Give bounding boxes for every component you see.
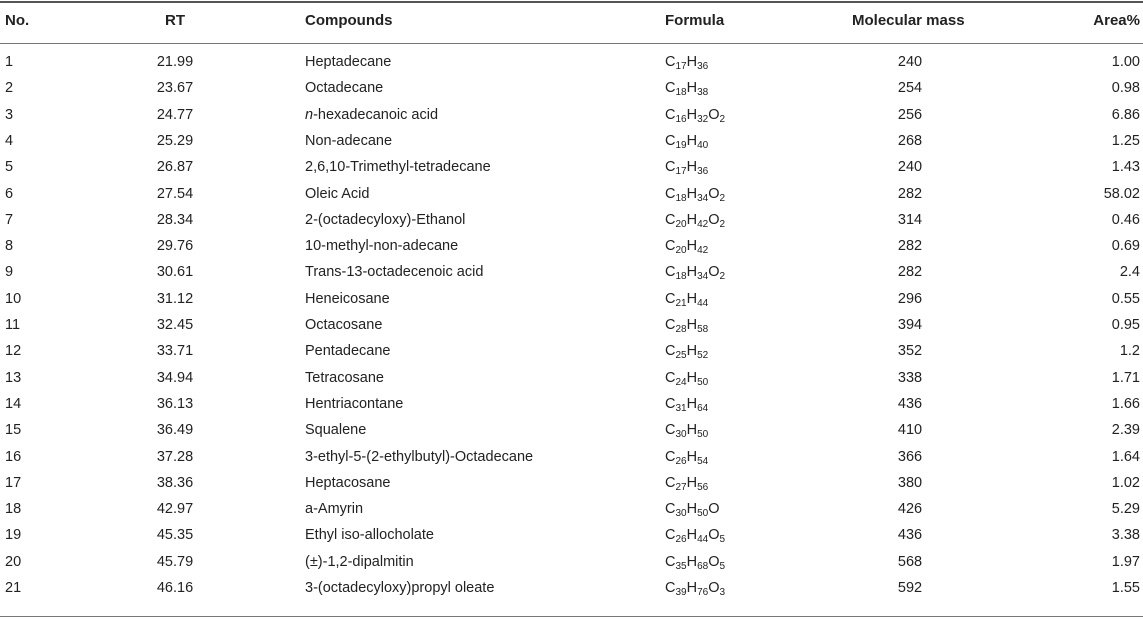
formula-subscript: 76: [697, 587, 709, 598]
cell-formula: [665, 580, 725, 596]
cell-area: 2.4: [1119, 264, 1140, 281]
table-top-rule: [0, 1, 1143, 3]
header-rt: RT: [165, 12, 185, 29]
table-row: [0, 445, 1143, 471]
table-row: [0, 103, 1143, 129]
compound-name: 3-(octadecyloxy)propyl oleate: [305, 580, 495, 596]
cell-rt: 38.36: [156, 474, 194, 491]
cell-rt: 23.67: [156, 80, 194, 97]
formula-element: O: [708, 527, 720, 544]
cell-no: 5: [5, 159, 14, 176]
compound-name: 3-ethyl-5-(2-ethylbutyl)-Octadecane: [305, 448, 534, 465]
cell-rt: 36.13: [156, 395, 194, 412]
table-row: [0, 313, 1143, 339]
table-header-rule: [0, 43, 1143, 44]
formula-element: C: [665, 238, 676, 255]
cell-area: 3.38: [1111, 527, 1140, 544]
formula-element: C: [665, 448, 676, 465]
formula-element: C: [665, 211, 676, 228]
cell-compound: [305, 580, 494, 596]
cell-molecular-mass: 352: [897, 343, 923, 360]
cell-rt: 28.34: [156, 211, 194, 228]
cell-formula: [665, 291, 708, 307]
cell-compound: [305, 133, 392, 149]
compound-name: Octadecane: [305, 80, 384, 97]
formula-element: O: [708, 185, 720, 202]
table-row: [0, 550, 1143, 576]
table-row: [0, 155, 1143, 181]
formula-element: H: [686, 185, 698, 202]
cell-rt: 37.28: [156, 448, 194, 465]
cell-molecular-mass: 282: [897, 185, 923, 202]
formula-element: C: [665, 474, 676, 491]
formula-subscript: 2: [719, 218, 726, 230]
cell-molecular-mass: 366: [897, 448, 923, 465]
cell-formula: [665, 264, 726, 283]
formula-element: C: [665, 290, 676, 307]
formula-subscript: 36: [697, 166, 709, 178]
table-row: [0, 234, 1143, 260]
cell-molecular-mass: 282: [897, 238, 923, 255]
formula-subscript: 34: [697, 271, 709, 283]
compound-name: 2,6,10-Trimethyl-tetradecane: [305, 159, 491, 176]
formula-subscript: 52: [697, 350, 709, 362]
formula-subscript: 42: [697, 245, 709, 257]
cell-compound: [305, 475, 390, 491]
cell-formula: [665, 396, 708, 412]
cell-formula: [665, 107, 725, 123]
formula-subscript: 20: [675, 218, 687, 230]
cell-no: 11: [5, 317, 21, 333]
formula-element: H: [686, 159, 698, 176]
cell-area: 0.95: [1111, 317, 1140, 333]
formula-element: H: [686, 106, 698, 123]
table-row: [0, 260, 1143, 286]
formula-element: H: [686, 290, 698, 307]
compound-name: Tetracosane: [305, 369, 384, 386]
cell-no: 7: [5, 211, 14, 228]
formula-subscript: 64: [697, 402, 709, 414]
formula-element: C: [665, 422, 676, 439]
cell-formula: [665, 554, 725, 570]
formula-subscript: 3: [719, 587, 726, 598]
compound-name: 10-methyl-non-adecane: [305, 238, 459, 255]
formula-subscript: 36: [697, 61, 709, 72]
table-row: [0, 497, 1143, 523]
formula-subscript: 26: [675, 455, 687, 467]
cell-formula: [665, 475, 708, 491]
formula-element: C: [665, 369, 676, 386]
cell-compound: [305, 107, 438, 123]
formula-element: O: [708, 580, 720, 596]
cell-no: 2: [5, 80, 14, 97]
cell-molecular-mass: 380: [897, 474, 923, 491]
formula-element: H: [686, 553, 698, 570]
cell-compound: [305, 264, 483, 280]
formula-element: H: [686, 211, 698, 228]
header-area: Area%: [1093, 12, 1140, 29]
cell-formula: [665, 80, 709, 99]
formula-element: H: [686, 580, 698, 596]
formula-subscript: 44: [697, 297, 709, 309]
formula-element: H: [686, 474, 698, 491]
formula-element: H: [686, 527, 698, 544]
formula-element: C: [665, 527, 676, 544]
cell-area: 0.55: [1111, 290, 1140, 307]
formula-element: H: [686, 80, 698, 97]
table-row: [0, 76, 1143, 102]
cell-no: 20: [5, 553, 22, 570]
compound-name: Oleic Acid: [305, 185, 370, 202]
cell-molecular-mass: 314: [897, 211, 923, 228]
cell-formula: [665, 370, 708, 386]
formula-subscript: 28: [675, 324, 687, 335]
cell-rt: 26.87: [156, 159, 194, 176]
formula-element: H: [686, 395, 698, 412]
cell-formula: [665, 343, 709, 362]
cell-molecular-mass: 568: [897, 553, 923, 570]
table-row: [0, 50, 1143, 76]
header-compounds: Compounds: [305, 12, 393, 29]
formula-subscript: 5: [719, 534, 726, 546]
cell-formula: [665, 186, 725, 202]
cell-no: 10: [5, 290, 22, 307]
formula-element: H: [686, 369, 698, 386]
formula-subscript: 25: [675, 350, 687, 362]
compound-name: Heptacosane: [305, 474, 391, 491]
cell-molecular-mass: 240: [897, 54, 923, 70]
cell-formula: [665, 133, 708, 149]
table-row: [0, 208, 1143, 234]
formula-subscript: 18: [675, 87, 687, 99]
formula-subscript: 58: [697, 324, 709, 335]
cell-rt: 34.94: [156, 369, 194, 386]
cell-formula: [665, 212, 725, 228]
formula-subscript: 54: [697, 455, 709, 467]
table-row: [0, 339, 1143, 365]
cell-rt: 24.77: [156, 106, 194, 123]
formula-subscript: 16: [675, 113, 687, 125]
cell-no: 13: [5, 369, 22, 386]
cell-no: 19: [5, 527, 22, 544]
table-row: [0, 182, 1143, 208]
cell-compound: [305, 554, 414, 570]
cell-rt: 46.16: [156, 580, 194, 596]
compound-name: Heptadecane: [305, 54, 392, 70]
cell-area: 1.43: [1111, 159, 1140, 176]
cell-area: 5.29: [1111, 501, 1140, 518]
cell-no: 15: [5, 422, 22, 439]
formula-element: O: [708, 501, 720, 518]
cell-rt: 29.76: [156, 238, 194, 255]
formula-element: C: [665, 264, 676, 281]
formula-subscript: 17: [675, 166, 687, 178]
cell-area: 1.66: [1111, 395, 1140, 412]
compound-name: Non-adecane: [305, 132, 393, 149]
cell-compound: [305, 317, 382, 333]
cell-no: 14: [5, 395, 22, 412]
cell-area: 0.46: [1111, 211, 1140, 228]
formula-subscript: 17: [675, 61, 687, 72]
cell-area: 1.00: [1111, 54, 1140, 70]
cell-compound: [305, 186, 369, 202]
formula-element: H: [686, 238, 698, 255]
cell-compound: [305, 501, 363, 517]
formula-subscript: 2: [719, 271, 726, 283]
formula-subscript: 2: [719, 113, 726, 125]
cell-no: 17: [5, 474, 22, 491]
cell-molecular-mass: 268: [897, 132, 923, 149]
formula-element: C: [665, 580, 676, 596]
cell-formula: [665, 54, 708, 70]
cell-no: 8: [5, 238, 14, 255]
cell-compound: [305, 80, 383, 96]
cell-rt: 27.54: [156, 185, 194, 202]
cell-molecular-mass: 256: [897, 106, 923, 123]
cell-rt: 32.45: [156, 317, 194, 333]
formula-subscript: 5: [719, 560, 726, 572]
formula-element: C: [665, 185, 676, 202]
cell-area: 1.25: [1111, 132, 1140, 149]
cell-molecular-mass: 394: [897, 317, 923, 333]
compound-name: Squalene: [305, 422, 367, 439]
formula-subscript: 38: [697, 87, 709, 99]
table-row: [0, 523, 1143, 549]
cell-area: 58.02: [1103, 185, 1140, 202]
formula-element: C: [665, 395, 676, 412]
compound-name: Heneicosane: [305, 290, 390, 307]
cell-molecular-mass: 338: [897, 369, 923, 386]
cell-rt: 21.99: [156, 54, 194, 70]
cell-molecular-mass: 426: [897, 501, 923, 518]
formula-element: C: [665, 317, 676, 333]
cell-rt: 33.71: [156, 343, 194, 360]
cell-no: 4: [5, 132, 14, 149]
formula-subscript: 30: [675, 429, 687, 441]
cell-formula: [665, 527, 726, 546]
formula-subscript: 26: [675, 534, 687, 546]
cell-area: 1.02: [1111, 474, 1140, 491]
table-row: [0, 366, 1143, 392]
cell-compound: [305, 396, 403, 412]
formula-element: O: [708, 106, 720, 123]
formula-subscript: 19: [675, 139, 687, 151]
cell-area: 1.64: [1111, 448, 1140, 465]
cell-no: 6: [5, 185, 14, 202]
compound-name: (±)-1,2-dipalmitin: [305, 553, 414, 570]
cell-area: 2.39: [1111, 422, 1140, 439]
formula-element: H: [686, 132, 698, 149]
cell-no: 12: [5, 343, 22, 360]
cell-formula: [665, 238, 709, 257]
compound-name: -hexadecanoic acid: [313, 106, 439, 123]
formula-element: H: [686, 448, 698, 465]
cell-compound: [305, 54, 391, 70]
compound-name: Ethyl iso-allocholate: [305, 527, 434, 544]
cell-compound: [305, 238, 458, 254]
compound-name: Hentriacontane: [305, 395, 404, 412]
cell-molecular-mass: 436: [897, 527, 923, 544]
cell-compound: [305, 212, 465, 228]
cell-no: 16: [5, 448, 22, 465]
formula-subscript: 40: [697, 139, 709, 151]
formula-subscript: 44: [697, 534, 709, 546]
header-no: No.: [5, 12, 30, 29]
cell-rt: 31.12: [156, 290, 194, 307]
cell-formula: [665, 159, 709, 178]
compound-name: Trans-13-octadecenoic acid: [305, 264, 484, 281]
formula-element: O: [708, 553, 720, 570]
formula-subscript: 56: [697, 481, 709, 493]
cell-compound: [305, 422, 366, 438]
cell-no: 9: [5, 264, 14, 281]
cell-no: 21: [5, 580, 22, 596]
formula-element: C: [665, 343, 676, 360]
cell-molecular-mass: 410: [897, 422, 923, 439]
formula-subscript: 68: [697, 560, 709, 572]
cell-rt: 45.35: [156, 527, 194, 544]
cell-area: 0.69: [1111, 238, 1140, 255]
cell-molecular-mass: 240: [897, 159, 923, 176]
formula-element: C: [665, 54, 676, 70]
formula-element: H: [686, 343, 698, 360]
formula-element: H: [686, 422, 698, 439]
formula-subscript: 50: [697, 376, 709, 388]
formula-subscript: 42: [697, 218, 709, 230]
formula-subscript: 39: [675, 587, 687, 598]
formula-element: H: [686, 264, 698, 281]
cell-no: 3: [5, 106, 14, 123]
formula-element: C: [665, 132, 676, 149]
cell-rt: 42.97: [156, 501, 194, 518]
formula-element: O: [708, 264, 720, 281]
cell-compound: [305, 370, 384, 386]
formula-subscript: 30: [675, 508, 687, 520]
header-molecular-mass: Molecular mass: [852, 12, 965, 29]
formula-subscript: 18: [675, 192, 687, 204]
formula-element: H: [686, 54, 698, 70]
formula-element: C: [665, 106, 676, 123]
cell-molecular-mass: 592: [897, 580, 923, 596]
cell-area: 1.71: [1111, 369, 1140, 386]
cell-no: 18: [5, 501, 22, 518]
formula-subscript: 35: [675, 560, 687, 572]
formula-element: C: [665, 159, 676, 176]
cell-compound: [305, 449, 533, 465]
formula-subscript: 21: [675, 297, 687, 309]
cell-molecular-mass: 254: [897, 80, 923, 97]
cell-area: 1.2: [1119, 343, 1140, 360]
cell-rt: 36.49: [156, 422, 194, 439]
cell-compound: [305, 291, 390, 307]
table-row: [0, 129, 1143, 155]
formula-element: H: [686, 501, 698, 518]
cell-area: 1.97: [1111, 553, 1140, 570]
cell-area: 1.55: [1111, 580, 1140, 596]
table-row: [0, 418, 1143, 444]
formula-subscript: 20: [675, 245, 687, 257]
cell-rt: 30.61: [156, 264, 194, 281]
formula-element: O: [708, 211, 720, 228]
formula-subscript: 18: [675, 271, 687, 283]
formula-element: C: [665, 80, 676, 97]
formula-subscript: 32: [697, 113, 709, 125]
cell-formula: [665, 449, 708, 465]
cell-formula: [665, 317, 708, 333]
formula-subscript: 27: [675, 481, 687, 493]
compound-name: 2-(octadecyloxy)-Ethanol: [305, 211, 466, 228]
formula-element: C: [665, 501, 676, 518]
cell-compound: [305, 343, 390, 359]
formula-subscript: 50: [697, 508, 709, 520]
compound-prefix: n: [305, 106, 314, 123]
cell-formula: [665, 422, 709, 441]
cell-compound: [305, 527, 434, 543]
table-row: [0, 287, 1143, 313]
formula-subscript: 34: [697, 192, 709, 204]
compound-name: Octacosane: [305, 317, 383, 333]
cell-area: 6.86: [1111, 106, 1140, 123]
formula-subscript: 31: [675, 402, 687, 414]
table-row: [0, 392, 1143, 418]
compound-name: a-Amyrin: [305, 501, 364, 518]
formula-element: C: [665, 553, 676, 570]
table-bottom-rule: [0, 616, 1143, 617]
compound-name: Pentadecane: [305, 343, 391, 360]
cell-area: 0.98: [1111, 80, 1140, 97]
header-formula: Formula: [665, 12, 725, 29]
cell-compound: [305, 159, 491, 175]
table-row: [0, 576, 1143, 602]
cell-rt: 25.29: [156, 132, 194, 149]
cell-rt: 45.79: [156, 553, 194, 570]
cell-no: 1: [5, 54, 14, 70]
cell-molecular-mass: 436: [897, 395, 923, 412]
cell-molecular-mass: 282: [897, 264, 923, 281]
formula-subscript: 24: [675, 376, 687, 388]
cell-formula: [665, 501, 720, 520]
table-row: [0, 471, 1143, 497]
cell-molecular-mass: 296: [897, 290, 923, 307]
formula-element: H: [686, 317, 698, 333]
formula-subscript: 2: [719, 192, 726, 204]
formula-subscript: 50: [697, 429, 709, 441]
